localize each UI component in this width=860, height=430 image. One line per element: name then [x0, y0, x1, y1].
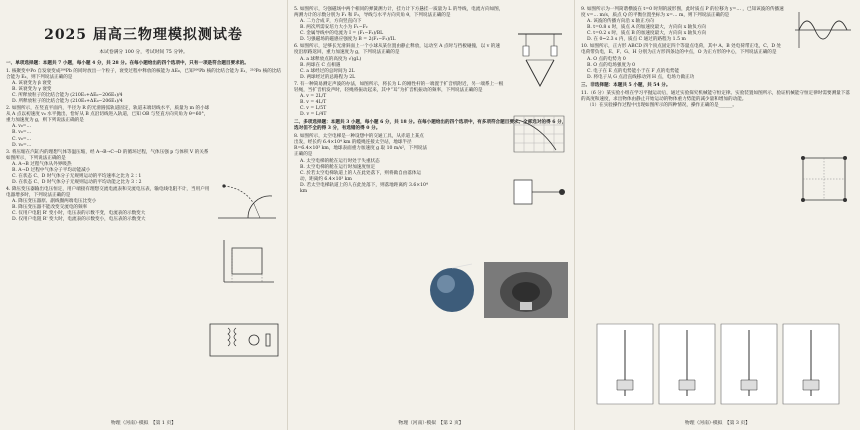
option: B. t=0.8 s 时，质点 A 的加速度最大，方向向 x 轴负方向	[587, 25, 707, 31]
option: A. 该衰变为 β 衰变	[12, 80, 52, 86]
option: D. 将电子从 G 点沿直线移动到 H 点，电场力做正功	[587, 74, 695, 80]
option: D. 两球经过的总路程为 2L	[300, 74, 356, 80]
option: C. a 球经过的总时间为 2L	[300, 68, 355, 74]
question-stem: 7. 有一种简易测定声波的办法，如图所示，将长为 L 的刚性杆的一端置于扩音机附近，另一端系上一根轻绳，当扩音机发声时，轻绳将振动起来，其中“耳”为扩音机振动的频率，下列说法正确的是	[294, 81, 504, 93]
option: B. v₀=…	[12, 130, 32, 136]
question-2	[6, 106, 281, 148]
option: A. 该波的传播方向沿 x 轴正方向	[587, 19, 654, 25]
option: B. 两次所需安培力大小为 F₁−F₂	[300, 25, 368, 31]
question-part: （1）在实验操作过程中出现如图所示的四种情况，操作正确的是______。	[587, 102, 737, 108]
section-heading: 二、多项选择题：本题共 3 小题，每小题 6 分，共 18 分。在每小题给出的四个选项中，有多项符合题目要求。全部选对的得 6 分，选对但不全的得 3 分，有选错的得 0 分。	[294, 120, 567, 132]
question-stem: 5. 如图所示，匀强磁场中两个相同的弹簧测力计，挂力计下方悬挂一质量为 L 的导线，电流方向如图，两测力计的示数分别为 F₁ 和 F₂，导线与水平方向夹角 θ，下列说法正确的是	[294, 7, 504, 19]
question-stem: 2. 如图所示，在竖直平面内，半径为 R 的光滑圆弧轨道固定，轨道末端切线水平，质量为 m 的小球从 A 点以初速度 v₀ 水平抛出，恰好从 B 点沿切线进入轨道，已知 OB 与竖直方向夹角为 θ=60°，重力加速度为 g，则下列说法正确的是	[6, 106, 210, 124]
option: A. v = 2L/T	[300, 93, 327, 99]
v-wire-figure	[512, 30, 568, 94]
experiment-apparatus-figure	[595, 322, 845, 412]
option: A. v₀=…	[12, 124, 32, 130]
page-3	[574, 0, 860, 430]
option: D. 匀强磁场的磁感应强度为 B = 2(F₁−F₂)/IL	[300, 37, 396, 43]
pv-diagram-figure	[216, 236, 278, 288]
question-stem: 9. 如图所示为一列简谐横波在 t=0 时刻的波形图，此时质点 P 的位移为 y=… ，已知该波的传播速度 v=… m/s，质点 Q 的平衡位置坐标为 x=… m，则下列说法正确的是	[581, 7, 784, 19]
option: C. 於若太空电梯轨道上的人在此处落下，则将做自由落体运动，距离约 6.4×10³ km	[300, 170, 422, 182]
grid-graph-figure	[510, 112, 568, 156]
section-heading: 一、单项选择题：本题共 7 小题，每小题 4 分，共 28 分。在每小题给出的四个选项中，只有一项是符合题目要求的。	[6, 60, 249, 66]
option: D. 若太空电梯轨道上的人在此处落下，则落地距离约 3.6×10⁴ km	[300, 182, 428, 194]
section-heading: 三、非选择题：本题共 5 小题，共 54 分。	[581, 82, 671, 88]
page-footer: 物理（河南）·模拟 【第 2 页】	[398, 420, 464, 426]
square-charges-figure	[795, 150, 853, 206]
question-1	[6, 69, 281, 105]
speaker-rope-figure	[508, 172, 570, 212]
option: A. A→B 过程气体从外界吸热	[12, 161, 72, 167]
page-1	[0, 0, 287, 430]
option: C. 电子在 E 点的电势能小于在 F 点的电势能	[587, 68, 680, 74]
option: A. 降压变压器原、副线圈两端电压比变小	[12, 199, 97, 205]
question-stem: 10. 如图所示，正方形 ABCD 四个顶点固定四个等量点电荷，其中 A、B 处电荷带正电，C、D 处电荷带负电，E、F、G、H 分别为正方形四条边的中点，O 为正方形的中心，下列说法正确的是	[581, 44, 782, 56]
option: A. 太空电梯的舱在运行时处于失重状态	[300, 158, 380, 164]
option: A. 二力合成 F，方向竖直向下	[300, 19, 362, 25]
option: D. 仅用户电阻 R' 变大时，电流表的示数变小，电压表的示数变大	[12, 217, 146, 223]
option: A. O 点的电势为 0	[587, 56, 626, 62]
option: B. 太空电梯的舱在运行时加速度恒定	[300, 164, 376, 170]
option: C. v₀=…	[12, 136, 32, 142]
option: C. 金属导线中的电流为 I = (F₁−F₂)/BL	[300, 31, 384, 37]
question-stem: 4. 降压变压器输出电压恒定，用户端接有理想交流电流表和交流电压表，输电线电阻不计，当用户用电器增多时，下列说法正确的是	[6, 187, 210, 199]
option: B. 降压变压器不能改变交流电的频率	[12, 205, 88, 211]
option: C. 所释放粒子的比结合能为 (210E₁+ΔE₀−206E₂)/4	[12, 93, 123, 99]
space-elevator-figure	[426, 262, 478, 318]
question-stem: 6. 如图所示，足够长光滑斜面上一个小球从某位置由静止释放，运动至 A 点时与挡板碰撞，以 v 的速度沿原路返回，重力加速度为 g，下列说法正确的是	[294, 44, 500, 56]
option: B. 该衰变为 γ 衰变	[12, 87, 52, 93]
option: C. 仅用户电阻 R' 变小时，电压表的示数不变，电流表的示数变大	[12, 211, 146, 217]
option: B. O 点的电场强度为 0	[587, 62, 636, 68]
option: A. a 球释放点的高度为 √(gL)	[300, 56, 362, 62]
option: C. t=0.2 s 时，质点 B 的加速度最大，方向向 x 轴负方向	[587, 31, 707, 37]
option: B. 两球在 C 点相遇	[300, 62, 341, 68]
option: B. v = 4L/T	[300, 99, 327, 105]
option: D. v₀=…	[12, 142, 32, 148]
question-stem: 11.（6 分）某实验小组在学习平抛运动后，通过实验探究机械能守恒定律。实验装置如图所示，验证机械能守恒定律时需要测量下落的高度和速度，求出物体由静止开始运动的物体重力势能的减少量和增加的动能。	[581, 90, 850, 102]
question-stem: 1. 核聚变中Po 自发衰变成²⁰⁶Pb 的同时放出一个粒子，衰变过程中释放的核能为 ΔE₀，已知²⁰⁶Pb 核的比结合能为 E₁，²¹⁰Po 核的比结合能为 E₂，则下列说法正确的是	[6, 68, 282, 80]
transformer-circuit-figure	[206, 316, 282, 362]
question-stem: 8. 如图所示，太空电梯是一种设想中的交通工具，从赤道上某点出发，经长约 6.4×10⁴ km 的缆绳连接太空站，地球半径 R=6.4×10³ km，地球表面重力加速度 g 取 10 m/s²，下列说法正确的是	[294, 134, 427, 158]
option: D. 在状态 C、D 时气体分子无规则运动的平均动能之比为 3∶2	[12, 179, 142, 185]
page-footer: 物理（河南）·模拟 【第 3 页】	[684, 420, 751, 426]
projectile-arc-figure	[214, 178, 280, 224]
option: C. v = L/5T	[300, 106, 327, 111]
question-11	[581, 91, 854, 109]
option: D. v = L/4T	[300, 112, 327, 118]
option: C. 在状态 C、D 时气体分子无规则运动的平均速率之比为 2∶1	[12, 173, 142, 179]
question-stem: 3. 将压缩在汽缸内的理想气体等温压缩，经 A→B→C→D 的循环过程，气体压强 p 与体积 V 的关系如图所示，下列说法正确的是	[6, 149, 209, 161]
tunnel-photo-figure	[484, 262, 568, 318]
exam-title: 2025 届高三物理模拟测试卷	[44, 27, 243, 43]
page-2	[287, 0, 574, 430]
page-footer: 物理（河南）·模拟 【第 1 页】	[110, 420, 177, 426]
option: B. A→D 过程中气体分子平均动能减小	[12, 167, 91, 173]
wave-graph-figure	[791, 8, 855, 52]
exam-subtitle: 本试卷满分 100 分，考试时间 75 分钟。	[99, 50, 188, 56]
option: D. 所释放粒子的比结合能为 (210E₂+ΔE₀−206E₁)/4	[12, 99, 123, 105]
option: D. 在 0~2.3 s 内，质点 C 通过的路程为 1.5 m	[587, 37, 686, 43]
